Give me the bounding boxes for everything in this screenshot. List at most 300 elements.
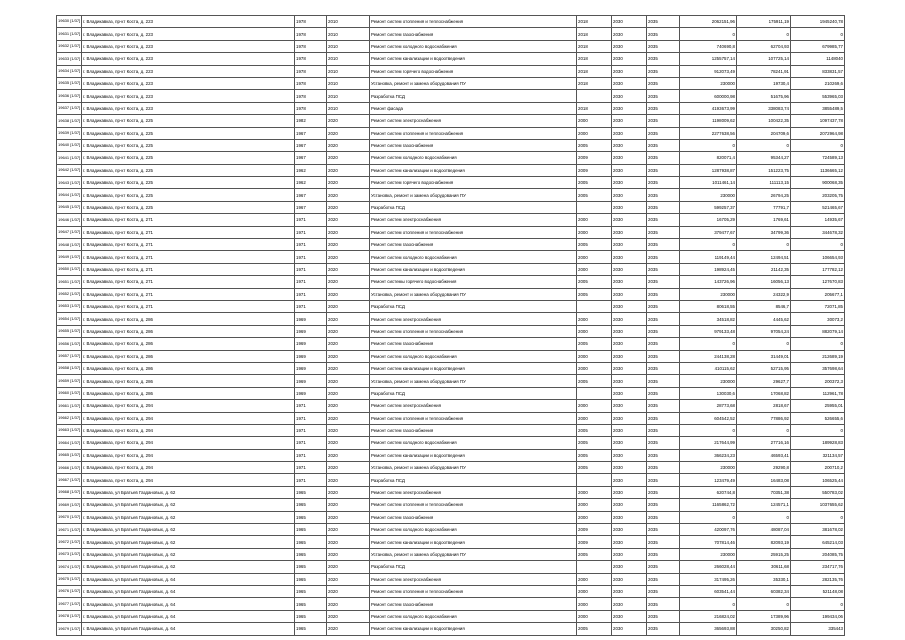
cell-balance-amount: 0 bbox=[791, 139, 845, 151]
table-row bbox=[57, 164, 845, 176]
cell-address: г. Владикавказ, пр-кт Коста, д. 271 bbox=[82, 276, 295, 288]
cell-address: г. Владикавказ, пр-кт Коста, д. 223 bbox=[82, 65, 295, 77]
cell-fund-amount: 2818,67 bbox=[737, 400, 791, 412]
cell-plan-year: 2030 bbox=[612, 189, 647, 201]
cell-year-built: 1971 bbox=[295, 288, 327, 300]
cell-fund-amount: 48087,04 bbox=[737, 524, 791, 536]
cell-year-last-repair: 2020 bbox=[327, 127, 370, 139]
cell-balance-amount: 1097437,78 bbox=[791, 115, 845, 127]
cell-year-last-repair: 2020 bbox=[327, 263, 370, 275]
cell-total-cost: 230000 bbox=[680, 77, 737, 89]
cell-address: г. Владикавказ, пр-кт Коста, д. 294 bbox=[82, 449, 295, 461]
cell-object-id: 19663 [1/37] bbox=[57, 424, 82, 436]
cell-year-last-repair: 2020 bbox=[327, 573, 370, 585]
cell-total-cost: 410115,62 bbox=[680, 362, 737, 374]
cell-total-cost: 604542,52 bbox=[680, 412, 737, 424]
cell-address: г. Владикавказ, пр-кт Коста, д. 294 bbox=[82, 462, 295, 474]
cell-year-last-repair: 2020 bbox=[327, 400, 370, 412]
cell-fund-amount: 8546,7 bbox=[737, 300, 791, 312]
cell-year-last-repair: 2020 bbox=[327, 387, 370, 399]
cell-year-built: 1978 bbox=[295, 40, 327, 52]
cell-balance-amount: 1148040 bbox=[791, 53, 845, 65]
cell-balance-amount: 199434,06 bbox=[791, 610, 845, 622]
cell-year-built: 1978 bbox=[295, 102, 327, 114]
cell-object-id: 19657 [1/37] bbox=[57, 350, 82, 362]
table-row bbox=[57, 177, 845, 189]
cell-plan-year-end: 2035 bbox=[647, 16, 680, 28]
cell-year-last-repair: 2020 bbox=[327, 486, 370, 498]
cell-year-built: 1971 bbox=[295, 300, 327, 312]
cell-work-type: Ремонт систем электроснабжения bbox=[370, 573, 577, 585]
cell-year-built: 1969 bbox=[295, 375, 327, 387]
cell-object-id: 19673 [1/37] bbox=[57, 548, 82, 560]
cell-address: г. Владикавказ, пр-кт Коста, д. 225 bbox=[82, 115, 295, 127]
cell-balance-amount: 521465,67 bbox=[791, 201, 845, 213]
table-row bbox=[57, 499, 845, 511]
cell-plan-year-end: 2035 bbox=[647, 77, 680, 89]
cell-object-id: 19675 [1/37] bbox=[57, 573, 82, 585]
cell-address: г. Владикавказ, ул Братьев Газдановых, д. 62 bbox=[82, 536, 295, 548]
cell-fund-amount: 0 bbox=[737, 338, 791, 350]
cell-year-built: 1965 bbox=[295, 499, 327, 511]
cell-year-prev: 2009 bbox=[577, 152, 612, 164]
cell-plan-year: 2030 bbox=[612, 350, 647, 362]
cell-balance-amount: 833831,57 bbox=[791, 65, 845, 77]
cell-total-cost: 912073,49 bbox=[680, 65, 737, 77]
cell-work-type: Разработка ПСД bbox=[370, 201, 577, 213]
cell-plan-year: 2030 bbox=[612, 400, 647, 412]
cell-plan-year: 2030 bbox=[612, 276, 647, 288]
cell-year-prev: 2000 bbox=[577, 325, 612, 337]
cell-address: г. Владикавказ, пр-кт Коста, д. 225 bbox=[82, 152, 295, 164]
cell-plan-year-end: 2035 bbox=[647, 115, 680, 127]
cell-year-built: 1969 bbox=[295, 387, 327, 399]
cell-year-prev: 2000 bbox=[577, 214, 612, 226]
cell-object-id: 19668 [1/37] bbox=[57, 486, 82, 498]
cell-address: г. Владикавказ, пр-кт Коста, д. 223 bbox=[82, 28, 295, 40]
cell-balance-amount: 645214,03 bbox=[791, 536, 845, 548]
cell-year-last-repair: 2020 bbox=[327, 375, 370, 387]
cell-year-built: 1971 bbox=[295, 214, 327, 226]
cell-total-cost: 28773,68 bbox=[680, 400, 737, 412]
cell-fund-amount: 338083,74 bbox=[737, 102, 791, 114]
table-row bbox=[57, 152, 845, 164]
cell-address: г. Владикавказ, пр-кт Коста, д. 294 bbox=[82, 437, 295, 449]
cell-total-cost: 119149,44 bbox=[680, 251, 737, 263]
cell-balance-amount: 0 bbox=[791, 239, 845, 251]
cell-plan-year-end: 2035 bbox=[647, 449, 680, 461]
cell-fund-amount: 30250,82 bbox=[737, 623, 791, 635]
cell-object-id: 19630 [1/37] bbox=[57, 16, 82, 28]
cell-plan-year: 2030 bbox=[612, 375, 647, 387]
cell-fund-amount: 26794,25 bbox=[737, 189, 791, 201]
cell-year-prev: 2018 bbox=[577, 102, 612, 114]
cell-balance-amount: 357698,64 bbox=[791, 362, 845, 374]
cell-plan-year: 2030 bbox=[612, 16, 647, 28]
cell-year-last-repair: 2020 bbox=[327, 623, 370, 635]
cell-total-cost: 979133,48 bbox=[680, 325, 737, 337]
cell-work-type: Ремонт систем канализации и водоотведения bbox=[370, 362, 577, 374]
cell-year-built: 1982 bbox=[295, 115, 327, 127]
cell-year-built: 1965 bbox=[295, 548, 327, 560]
cell-year-prev: 2009 bbox=[577, 536, 612, 548]
table-row bbox=[57, 548, 845, 560]
cell-year-last-repair: 2020 bbox=[327, 362, 370, 374]
cell-object-id: 19638 [1/37] bbox=[57, 115, 82, 127]
cell-fund-amount: 124571,1 bbox=[737, 499, 791, 511]
cell-balance-amount: 112961,78 bbox=[791, 387, 845, 399]
cell-fund-amount: 151223,75 bbox=[737, 164, 791, 176]
cell-total-cost: 0 bbox=[680, 139, 737, 151]
cell-year-built: 1969 bbox=[295, 325, 327, 337]
cell-total-cost: 0 bbox=[680, 338, 737, 350]
cell-total-cost: 244138,28 bbox=[680, 350, 737, 362]
cell-fund-amount: 51675,96 bbox=[737, 90, 791, 102]
cell-object-id: 19646 [1/37] bbox=[57, 214, 82, 226]
cell-work-type: Ремонт систем электроснабжения bbox=[370, 214, 577, 226]
cell-balance-amount: 0 bbox=[791, 424, 845, 436]
cell-plan-year: 2030 bbox=[612, 362, 647, 374]
cell-object-id: 19676 [1/37] bbox=[57, 585, 82, 597]
cell-balance-amount: 210269,6 bbox=[791, 77, 845, 89]
cell-balance-amount: 106654,93 bbox=[791, 251, 845, 263]
cell-work-type: Установка, ремонт и замена оборудования ПУ bbox=[370, 462, 577, 474]
cell-address: г. Владикавказ, пр-кт Коста, д. 286 bbox=[82, 362, 295, 374]
cell-address: г. Владикавказ, пр-кт Коста, д. 225 bbox=[82, 164, 295, 176]
cell-address: г. Владикавказ, пр-кт Коста, д. 223 bbox=[82, 102, 295, 114]
cell-total-cost: 230000 bbox=[680, 548, 737, 560]
cell-total-cost: 379477,67 bbox=[680, 226, 737, 238]
table-row bbox=[57, 139, 845, 151]
cell-address: г. Владикавказ, пр-кт Коста, д. 225 bbox=[82, 201, 295, 213]
cell-address: г. Владикавказ, пр-кт Коста, д. 286 bbox=[82, 375, 295, 387]
cell-address: г. Владикавказ, пр-кт Коста, д. 286 bbox=[82, 350, 295, 362]
cell-year-built: 1969 bbox=[295, 350, 327, 362]
cell-work-type: Ремонт систем канализации и водоотведения bbox=[370, 263, 577, 275]
cell-work-type: Ремонт систем газоснабжения bbox=[370, 511, 577, 523]
cell-work-type: Ремонт систем газоснабжения bbox=[370, 338, 577, 350]
table-row bbox=[57, 77, 845, 89]
cell-fund-amount: 111113,15 bbox=[737, 177, 791, 189]
cell-work-type: Ремонт систем электроснабжения bbox=[370, 486, 577, 498]
cell-work-type: Разработка ПСД bbox=[370, 561, 577, 573]
cell-year-prev: 2000 bbox=[577, 115, 612, 127]
cell-year-last-repair: 2020 bbox=[327, 201, 370, 213]
cell-work-type: Установка, ремонт и замена оборудования ПУ bbox=[370, 375, 577, 387]
cell-plan-year-end: 2035 bbox=[647, 387, 680, 399]
table-row bbox=[57, 585, 845, 597]
cell-work-type: Ремонт систем отопления и теплоснабжения bbox=[370, 585, 577, 597]
cell-object-id: 19645 [1/37] bbox=[57, 201, 82, 213]
cell-work-type: Ремонт систем канализации и водоотведения bbox=[370, 449, 577, 461]
cell-object-id: 19650 [1/37] bbox=[57, 263, 82, 275]
cell-object-id: 19632 [1/37] bbox=[57, 40, 82, 52]
cell-plan-year-end: 2035 bbox=[647, 375, 680, 387]
cell-year-prev: 2018 bbox=[577, 28, 612, 40]
table-row bbox=[57, 350, 845, 362]
cell-balance-amount: 0 bbox=[791, 598, 845, 610]
cell-address: г. Владикавказ, пр-кт Коста, д. 294 bbox=[82, 412, 295, 424]
cell-total-cost: 600000,98 bbox=[680, 90, 737, 102]
cell-balance-amount: 0 bbox=[791, 511, 845, 523]
cell-fund-amount: 34799,36 bbox=[737, 226, 791, 238]
cell-address: г. Владикавказ, пр-кт Коста, д. 294 bbox=[82, 400, 295, 412]
cell-year-last-repair: 2010 bbox=[327, 53, 370, 65]
cell-fund-amount: 17389,96 bbox=[737, 610, 791, 622]
cell-balance-amount: 2072964,98 bbox=[791, 127, 845, 139]
cell-fund-amount: 35330,1 bbox=[737, 573, 791, 585]
cell-year-built: 1978 bbox=[295, 90, 327, 102]
cell-work-type: Установка, ремонт и замена оборудования ПУ bbox=[370, 548, 577, 560]
cell-plan-year: 2030 bbox=[612, 239, 647, 251]
cell-plan-year-end: 2035 bbox=[647, 40, 680, 52]
cell-year-prev: 2005 bbox=[577, 288, 612, 300]
cell-work-type: Ремонт систем отопления и теплоснабжения bbox=[370, 127, 577, 139]
cell-year-built: 1965 bbox=[295, 511, 327, 523]
cell-work-type: Ремонт систем отопления и теплоснабжения bbox=[370, 325, 577, 337]
cell-year-built: 1965 bbox=[295, 585, 327, 597]
cell-object-id: 19662 [1/37] bbox=[57, 412, 82, 424]
cell-year-built: 1971 bbox=[295, 226, 327, 238]
cell-plan-year-end: 2035 bbox=[647, 362, 680, 374]
cell-object-id: 19672 [1/37] bbox=[57, 536, 82, 548]
table-row bbox=[57, 610, 845, 622]
cell-plan-year: 2030 bbox=[612, 214, 647, 226]
table-row bbox=[57, 338, 845, 350]
cell-year-built: 1971 bbox=[295, 437, 327, 449]
cell-year-prev bbox=[577, 201, 612, 213]
cell-work-type: Ремонт систем холодного водоснабжения bbox=[370, 610, 577, 622]
cell-plan-year-end: 2035 bbox=[647, 598, 680, 610]
cell-total-cost: 2277638,56 bbox=[680, 127, 737, 139]
cell-work-type: Ремонт систем холодного водоснабжения bbox=[370, 437, 577, 449]
cell-fund-amount: 95344,27 bbox=[737, 152, 791, 164]
cell-work-type: Ремонт систем горячего водоснабжения bbox=[370, 65, 577, 77]
table-row bbox=[57, 325, 845, 337]
cell-fund-amount: 0 bbox=[737, 239, 791, 251]
cell-fund-amount: 0 bbox=[737, 511, 791, 523]
cell-address: г. Владикавказ, ул Братьев Газдановых, д. 62 bbox=[82, 499, 295, 511]
cell-plan-year: 2030 bbox=[612, 226, 647, 238]
cell-plan-year-end: 2035 bbox=[647, 28, 680, 40]
cell-year-built: 1978 bbox=[295, 53, 327, 65]
table-row bbox=[57, 536, 845, 548]
cell-balance-amount: 521148,08 bbox=[791, 585, 845, 597]
table-row bbox=[57, 40, 845, 52]
cell-plan-year: 2030 bbox=[612, 325, 647, 337]
cell-year-last-repair: 2020 bbox=[327, 548, 370, 560]
cell-fund-amount: 19730,4 bbox=[737, 77, 791, 89]
cell-object-id: 19640 [1/37] bbox=[57, 139, 82, 151]
cell-year-built: 1965 bbox=[295, 610, 327, 622]
cell-balance-amount: 127670,83 bbox=[791, 276, 845, 288]
cell-plan-year-end: 2035 bbox=[647, 338, 680, 350]
cell-year-prev: 2018 bbox=[577, 16, 612, 28]
cell-total-cost: 0 bbox=[680, 424, 737, 436]
cell-year-built: 1965 bbox=[295, 536, 327, 548]
cell-year-built: 1965 bbox=[295, 486, 327, 498]
cell-year-last-repair: 2020 bbox=[327, 164, 370, 176]
cell-object-id: 19653 [1/37] bbox=[57, 300, 82, 312]
cell-year-last-repair: 2020 bbox=[327, 251, 370, 263]
cell-plan-year-end: 2035 bbox=[647, 239, 680, 251]
cell-fund-amount: 0 bbox=[737, 28, 791, 40]
cell-plan-year: 2030 bbox=[612, 536, 647, 548]
cell-address: г. Владикавказ, ул Братьев Газдановых, д. 62 bbox=[82, 561, 295, 573]
cell-balance-amount: 553965,03 bbox=[791, 90, 845, 102]
cell-year-prev: 2000 bbox=[577, 350, 612, 362]
cell-plan-year: 2030 bbox=[612, 102, 647, 114]
cell-year-last-repair: 2010 bbox=[327, 90, 370, 102]
table-row bbox=[57, 263, 845, 275]
cell-balance-amount: 526655,6 bbox=[791, 412, 845, 424]
cell-year-prev: 2000 bbox=[577, 313, 612, 325]
cell-year-prev: 2000 bbox=[577, 499, 612, 511]
table-row bbox=[57, 573, 845, 585]
cell-year-last-repair: 2020 bbox=[327, 239, 370, 251]
cell-plan-year-end: 2035 bbox=[647, 201, 680, 213]
cell-fund-amount: 52715,95 bbox=[737, 362, 791, 374]
cell-plan-year: 2030 bbox=[612, 77, 647, 89]
cell-plan-year: 2030 bbox=[612, 585, 647, 597]
cell-year-prev: 2005 bbox=[577, 338, 612, 350]
cell-balance-amount: 1136665,12 bbox=[791, 164, 845, 176]
cell-work-type: Ремонт систем отопления и теплоснабжения bbox=[370, 226, 577, 238]
cell-work-type: Установка, ремонт и замена оборудования ПУ bbox=[370, 77, 577, 89]
cell-year-last-repair: 2020 bbox=[327, 300, 370, 312]
cell-plan-year-end: 2035 bbox=[647, 263, 680, 275]
cell-fund-amount: 100422,35 bbox=[737, 115, 791, 127]
cell-year-built: 1969 bbox=[295, 313, 327, 325]
cell-plan-year-end: 2035 bbox=[647, 548, 680, 560]
cell-address: г. Владикавказ, пр-кт Коста, д. 286 bbox=[82, 387, 295, 399]
cell-year-last-repair: 2010 bbox=[327, 102, 370, 114]
cell-year-last-repair: 2020 bbox=[327, 325, 370, 337]
cell-year-last-repair: 2020 bbox=[327, 499, 370, 511]
cell-fund-amount: 60382,34 bbox=[737, 585, 791, 597]
cell-plan-year: 2030 bbox=[612, 437, 647, 449]
cell-year-built: 1978 bbox=[295, 65, 327, 77]
cell-balance-amount: 900068,35 bbox=[791, 177, 845, 189]
cell-address: г. Владикавказ, пр-кт Коста, д. 271 bbox=[82, 251, 295, 263]
cell-work-type: Ремонт систем газоснабжения bbox=[370, 598, 577, 610]
cell-work-type: Ремонт систем канализации и водоотведения bbox=[370, 536, 577, 548]
cell-address: г. Владикавказ, ул Братьев Газдановых, д. 64 bbox=[82, 585, 295, 597]
cell-year-built: 1971 bbox=[295, 424, 327, 436]
cell-work-type: Ремонт систем газоснабжения bbox=[370, 239, 577, 251]
cell-year-last-repair: 2010 bbox=[327, 65, 370, 77]
cell-address: г. Владикавказ, пр-кт Коста, д. 286 bbox=[82, 313, 295, 325]
cell-address: г. Владикавказ, пр-кт Коста, д. 223 bbox=[82, 90, 295, 102]
cell-total-cost: 0 bbox=[680, 28, 737, 40]
cell-year-prev: 2000 bbox=[577, 251, 612, 263]
cell-object-id: 19634 [1/37] bbox=[57, 65, 82, 77]
cell-plan-year-end: 2035 bbox=[647, 573, 680, 585]
cell-plan-year-end: 2035 bbox=[647, 536, 680, 548]
cell-work-type: Разработка ПСД bbox=[370, 90, 577, 102]
cell-year-prev bbox=[577, 561, 612, 573]
cell-object-id: 19678 [1/37] bbox=[57, 610, 82, 622]
cell-year-last-repair: 2020 bbox=[327, 177, 370, 189]
cell-plan-year-end: 2035 bbox=[647, 53, 680, 65]
cell-year-prev: 2000 bbox=[577, 412, 612, 424]
cell-year-built: 1965 bbox=[295, 598, 327, 610]
cell-fund-amount: 17068,82 bbox=[737, 387, 791, 399]
cell-year-last-repair: 2020 bbox=[327, 276, 370, 288]
cell-plan-year-end: 2035 bbox=[647, 325, 680, 337]
cell-balance-amount: 30073,2 bbox=[791, 313, 845, 325]
cell-object-id: 19661 [1/37] bbox=[57, 400, 82, 412]
cell-year-last-repair: 2020 bbox=[327, 511, 370, 523]
cell-balance-amount: 724589,13 bbox=[791, 152, 845, 164]
cell-year-last-repair: 2020 bbox=[327, 610, 370, 622]
cell-work-type: Ремонт систем отопления и теплоснабжения bbox=[370, 499, 577, 511]
cell-plan-year: 2030 bbox=[612, 152, 647, 164]
cell-plan-year: 2030 bbox=[612, 561, 647, 573]
cell-fund-amount: 46593,41 bbox=[737, 449, 791, 461]
cell-balance-amount: 282135,76 bbox=[791, 573, 845, 585]
table-row bbox=[57, 400, 845, 412]
cell-year-last-repair: 2020 bbox=[327, 598, 370, 610]
cell-address: г. Владикавказ, ул Братьев Газдановых, д. 62 bbox=[82, 524, 295, 536]
cell-object-id: 19677 [1/37] bbox=[57, 598, 82, 610]
cell-balance-amount: 882079,14 bbox=[791, 325, 845, 337]
cell-fund-amount: 29627,7 bbox=[737, 375, 791, 387]
cell-year-prev: 2000 bbox=[577, 610, 612, 622]
cell-address: г. Владикавказ, пр-кт Коста, д. 223 bbox=[82, 40, 295, 52]
table-row bbox=[57, 239, 845, 251]
cell-fund-amount: 0 bbox=[737, 424, 791, 436]
cell-object-id: 19643 [1/37] bbox=[57, 177, 82, 189]
cell-year-built: 1971 bbox=[295, 263, 327, 275]
table-row bbox=[57, 486, 845, 498]
cell-plan-year: 2030 bbox=[612, 610, 647, 622]
cell-plan-year-end: 2035 bbox=[647, 424, 680, 436]
cell-year-prev: 2000 bbox=[577, 573, 612, 585]
cell-fund-amount: 70351,38 bbox=[737, 486, 791, 498]
cell-year-last-repair: 2020 bbox=[327, 350, 370, 362]
cell-address: г. Владикавказ, пр-кт Коста, д. 271 bbox=[82, 214, 295, 226]
cell-work-type: Установка, ремонт и замена оборудования ПУ bbox=[370, 189, 577, 201]
cell-fund-amount: 27716,16 bbox=[737, 437, 791, 449]
cell-plan-year-end: 2035 bbox=[647, 474, 680, 486]
cell-balance-amount: 3855489,5 bbox=[791, 102, 845, 114]
table-row bbox=[57, 437, 845, 449]
cell-total-cost: 217644,99 bbox=[680, 437, 737, 449]
cell-year-prev: 2009 bbox=[577, 164, 612, 176]
table-row bbox=[57, 201, 845, 213]
table-row bbox=[57, 623, 845, 635]
cell-address: г. Владикавказ, пр-кт Коста, д. 294 bbox=[82, 424, 295, 436]
cell-total-cost: 1165862,72 bbox=[680, 499, 737, 511]
cell-year-prev bbox=[577, 300, 612, 312]
cell-plan-year: 2030 bbox=[612, 313, 647, 325]
cell-balance-amount: 1945240,78 bbox=[791, 16, 845, 28]
table-row bbox=[57, 276, 845, 288]
cell-total-cost: 123479,49 bbox=[680, 474, 737, 486]
cell-year-prev: 2018 bbox=[577, 40, 612, 52]
cell-total-cost: 365693,88 bbox=[680, 623, 737, 635]
table-row bbox=[57, 449, 845, 461]
cell-year-prev: 2018 bbox=[577, 53, 612, 65]
cell-address: г. Владикавказ, пр-кт Коста, д. 223 bbox=[82, 16, 295, 28]
cell-year-prev: 2000 bbox=[577, 226, 612, 238]
table-row bbox=[57, 511, 845, 523]
cell-plan-year: 2030 bbox=[612, 65, 647, 77]
cell-fund-amount: 29290,8 bbox=[737, 462, 791, 474]
cell-total-cost: 820071,4 bbox=[680, 152, 737, 164]
cell-plan-year-end: 2035 bbox=[647, 313, 680, 325]
